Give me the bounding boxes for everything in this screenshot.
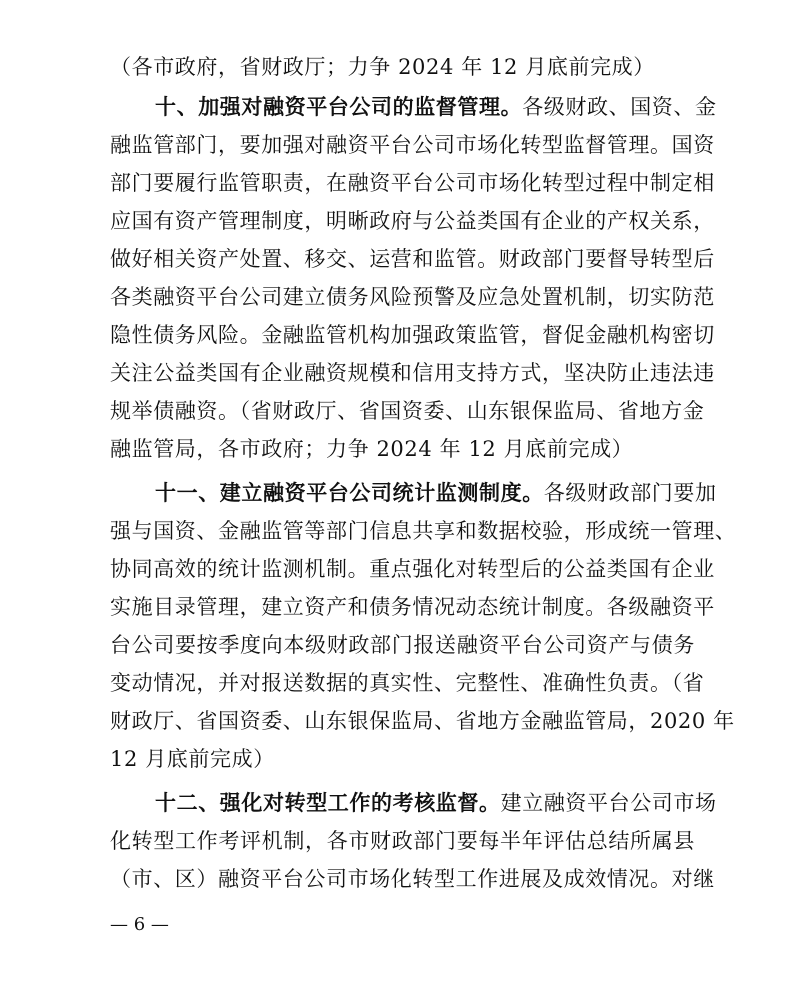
body-line: 应国有资产管理制度，明晰政府与公益类国有企业的产权关系， bbox=[110, 209, 715, 233]
body-line: 台公司要按季度向本级财政部门报送融资平台公司资产与债务 bbox=[110, 633, 695, 657]
section-10-text: 各级财政、国资、金 bbox=[522, 95, 717, 119]
body-line: 规举债融资。（省财政厅、省国资委、山东银保监局、省地方金 bbox=[110, 399, 705, 423]
body-line: 做好相关资产处置、移交、运营和监管。财政部门要督导转型后 bbox=[110, 247, 715, 271]
body-line: 实施目录管理，建立资产和债务情况动态统计制度。各级融资平 bbox=[110, 595, 715, 619]
body-line: （市、区）融资平台公司市场化转型工作进展及成效情况。对继 bbox=[110, 867, 715, 891]
body-line: 各类融资平台公司建立债务风险预警及应急处置机制，切实防范 bbox=[110, 285, 715, 309]
body-line: 协同高效的统计监测机制。重点强化对转型后的公益类国有企业 bbox=[110, 557, 715, 581]
body-line: 融监管局，各市政府；力争 2024 年 12 月底前完成） bbox=[110, 437, 634, 461]
body-line: 化转型工作考评机制，各市财政部门要每半年评估总结所属县 bbox=[110, 829, 695, 853]
section-12-first-line bbox=[155, 788, 717, 818]
section-11-first-line bbox=[155, 478, 717, 508]
section-12-heading: 十二、强化对转型工作的考核监督。 bbox=[155, 791, 501, 815]
page-number: — 6 — bbox=[110, 914, 169, 935]
section-11-text: 各级财政部门要加 bbox=[543, 481, 717, 505]
section-11-heading: 十一、建立融资平台公司统计监测制度。 bbox=[155, 481, 544, 505]
body-line: （各市政府，省财政厅；力争 2024 年 12 月底前完成） bbox=[110, 55, 655, 79]
section-12-text: 建立融资平台公司市场 bbox=[500, 791, 717, 815]
body-line: 关注公益类国有企业融资规模和信用支持方式，坚决防止违法违 bbox=[110, 361, 715, 385]
body-line: 12 月底前完成） bbox=[110, 747, 275, 771]
body-line: 融监管部门，要加强对融资平台公司市场化转型监督管理。国资 bbox=[110, 133, 715, 157]
section-10-first-line bbox=[155, 92, 717, 122]
section-10-heading: 十、加强对融资平台公司的监督管理。 bbox=[155, 95, 523, 119]
body-line: 财政厅、省国资委、山东银保监局、省地方金融监管局，2020 年 bbox=[110, 709, 735, 733]
body-line: 隐性债务风险。金融监管机构加强政策监管，督促金融机构密切 bbox=[110, 323, 715, 347]
body-line: 变动情况，并对报送数据的真实性、完整性、准确性负责。（省 bbox=[110, 671, 705, 695]
body-line: 强与国资、金融监管等部门信息共享和数据校验，形成统一管理、 bbox=[110, 519, 737, 543]
body-line: 部门要履行监管职责，在融资平台公司市场化转型过程中制定相 bbox=[110, 171, 715, 195]
